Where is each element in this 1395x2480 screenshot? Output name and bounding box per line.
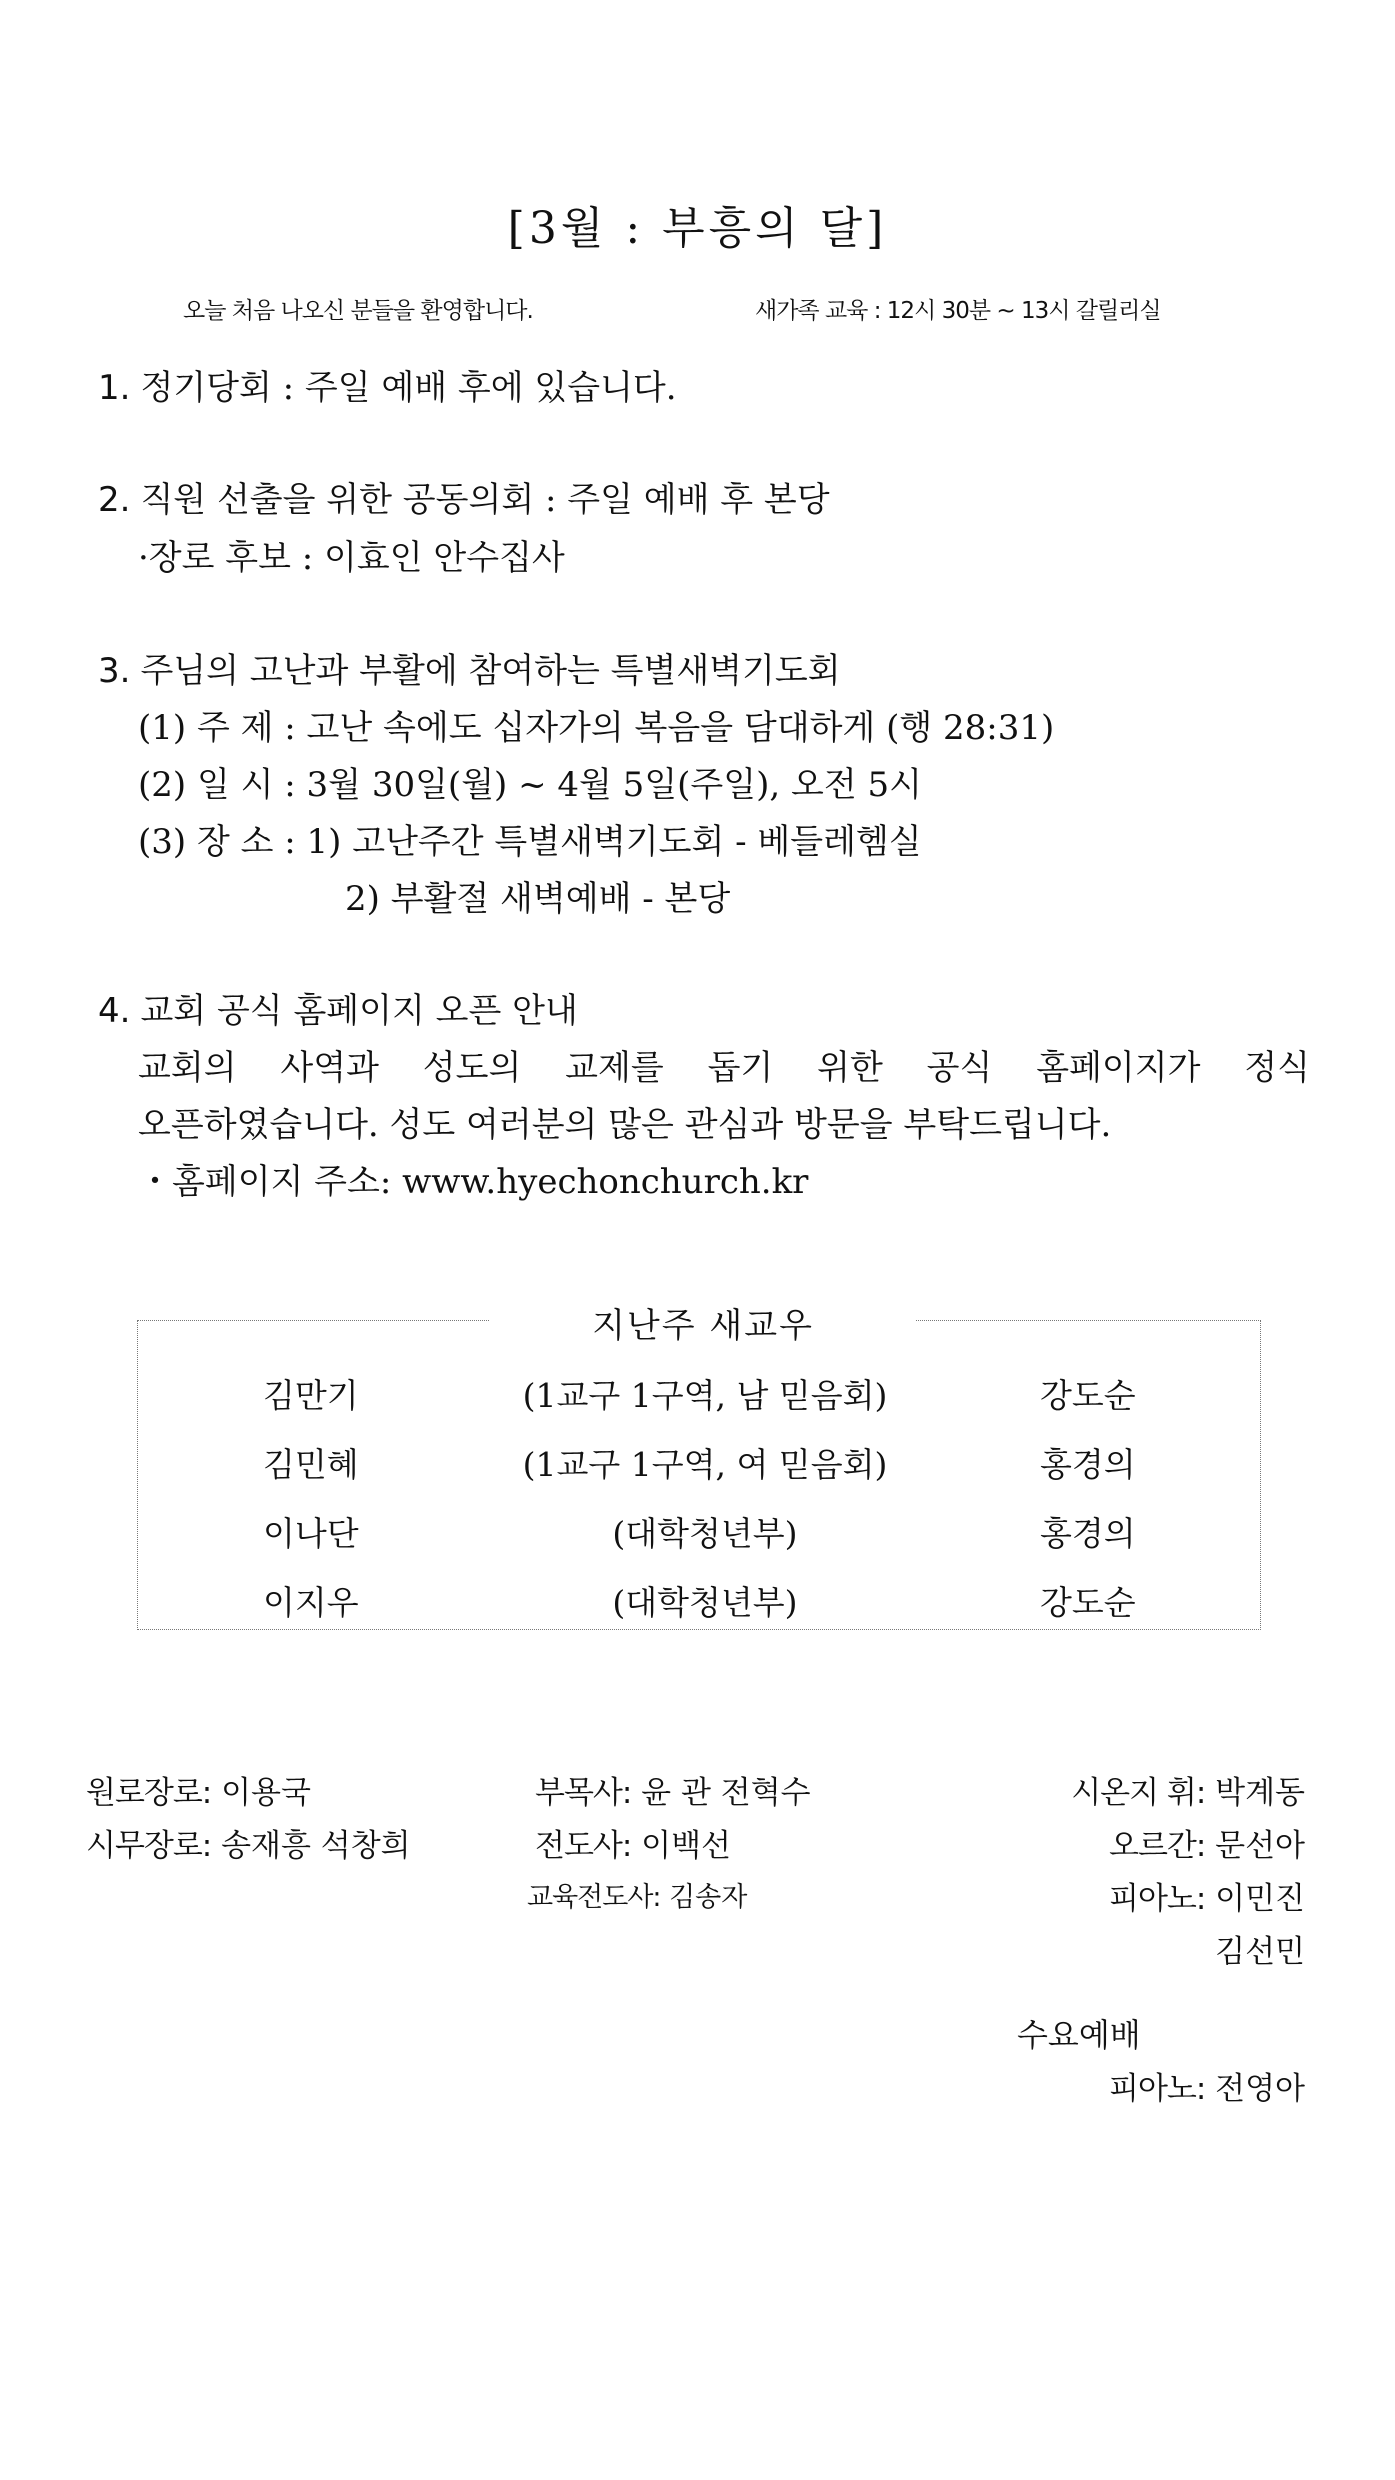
prayer-place-line: (3) 장 소 : 1) 고난주간 특별새벽기도회 - 베들레헴실 xyxy=(138,822,922,862)
new-member-name: 김만기 xyxy=(263,1376,359,1415)
staff-pianist xyxy=(1109,1873,1305,1918)
new-member-group: (1교구 1구역, 남 믿음회) xyxy=(522,1376,888,1415)
staff-wednesday-pianist xyxy=(1109,2063,1305,2108)
staff-pianist-2 xyxy=(1215,1926,1305,1971)
new-members-title: 지난주 새교우 xyxy=(490,1298,916,1347)
new-member-guide: 홍경의 xyxy=(1040,1445,1136,1484)
new-member-name: 이나단 xyxy=(263,1514,359,1553)
announcement-heading: 주님의 고난과 부활에 참여하는 특별새벽기도회 xyxy=(140,651,841,691)
new-member-name: 이지우 xyxy=(263,1583,359,1622)
staff-value: 김선민 xyxy=(1215,1934,1305,1970)
staff-label: 시무장로: xyxy=(86,1828,212,1864)
staff-value: 전영아 xyxy=(1205,2071,1305,2107)
announcement-3 xyxy=(98,643,841,692)
staff-elder-emeritus xyxy=(86,1767,311,1812)
announcement-heading: 직원 선출을 위한 공동의회 xyxy=(140,480,535,520)
welcome-text: 오늘 처음 나오신 분들을 환영합니다. xyxy=(183,298,533,324)
staff-value: 윤 관 전혁수 xyxy=(631,1775,811,1811)
staff-value: 김송자 xyxy=(660,1882,748,1913)
staff-value: 문선아 xyxy=(1205,1828,1305,1864)
prayer-theme-line: (1) 주 제 : 고난 속에도 십자가의 복음을 담대하게 (행 28:31) xyxy=(138,708,1055,748)
page-title: [3월 : 부흥의 달] xyxy=(507,203,888,254)
staff-evangelist xyxy=(535,1820,731,1865)
staff-label: 원로장로: xyxy=(86,1775,212,1811)
staff-label: 부목사: xyxy=(535,1775,632,1811)
new-member-group: (대학청년부) xyxy=(612,1583,798,1622)
staff-value: 이백선 xyxy=(631,1828,731,1864)
new-member-group: (1교구 1구역, 여 믿음회) xyxy=(522,1445,888,1484)
announcement-heading: 정기당회 xyxy=(140,368,272,408)
announcement-4 xyxy=(98,983,578,1032)
staff-label: 피아노: xyxy=(1109,2071,1206,2107)
new-member-guide: 홍경의 xyxy=(1040,1514,1136,1553)
staff-label: 전도사: xyxy=(535,1828,632,1864)
announcement-1 xyxy=(98,360,677,409)
staff-label: 교육전도사: xyxy=(527,1882,661,1913)
announcement-text: : 주일 예배 후에 있습니다. xyxy=(271,368,677,408)
staff-choir-conductor xyxy=(1071,1767,1305,1812)
homepage-url: ・홈페이지 주소: www.hyechonchurch.kr xyxy=(138,1162,809,1202)
staff-value: 송재흥 석창희 xyxy=(211,1828,411,1864)
new-member-group: (대학청년부) xyxy=(612,1514,798,1553)
announcement-heading: 교회 공식 홈페이지 오픈 안내 xyxy=(140,991,578,1031)
staff-label: 시온지 휘: xyxy=(1071,1775,1206,1811)
prayer-date-line: (2) 일 시 : 3월 30일(월) ~ 4월 5일(주일), 오전 5시 xyxy=(138,765,922,805)
staff-label: 피아노: xyxy=(1109,1881,1206,1917)
new-family-education: 새가족 교육 : 12시 30분 ~ 13시 갈릴리실 xyxy=(755,298,1161,324)
staff-organist xyxy=(1109,1820,1305,1865)
staff-value: 이민진 xyxy=(1205,1881,1305,1917)
staff-label: 오르간: xyxy=(1109,1828,1206,1864)
new-member-name: 김민혜 xyxy=(263,1445,359,1484)
new-member-guide: 강도순 xyxy=(1040,1583,1136,1622)
announcement-number: 2. xyxy=(98,480,131,520)
staff-education-evangelist xyxy=(527,1875,747,1914)
announcement-text: : 주일 예배 후 본당 xyxy=(534,480,830,520)
prayer-place-line-2: 2) 부활절 새벽예배 - 본당 xyxy=(345,879,731,919)
staff-value: 박계동 xyxy=(1205,1775,1305,1811)
announcement-2 xyxy=(98,472,830,521)
homepage-paragraph-line-1: 교회의 사역과 성도의 교제를 돕기 위한 공식 홈페이지가 정식 xyxy=(138,1048,1310,1088)
homepage-paragraph-line-2: 오픈하였습니다. 성도 여러분의 많은 관심과 방문을 부탁드립니다. xyxy=(138,1105,1112,1145)
staff-value: 이용국 xyxy=(211,1775,311,1811)
staff-associate-pastor xyxy=(535,1767,811,1812)
announcement-number: 3. xyxy=(98,651,131,691)
new-member-guide: 강도순 xyxy=(1040,1376,1136,1415)
announcement-number: 4. xyxy=(98,991,131,1031)
announcement-number: 1. xyxy=(98,368,131,408)
staff-elder-active xyxy=(86,1820,411,1865)
elder-candidate-line: ·장로 후보 : 이효인 안수집사 xyxy=(138,538,565,578)
wednesday-service-title: 수요예배 xyxy=(1017,2016,1141,2054)
